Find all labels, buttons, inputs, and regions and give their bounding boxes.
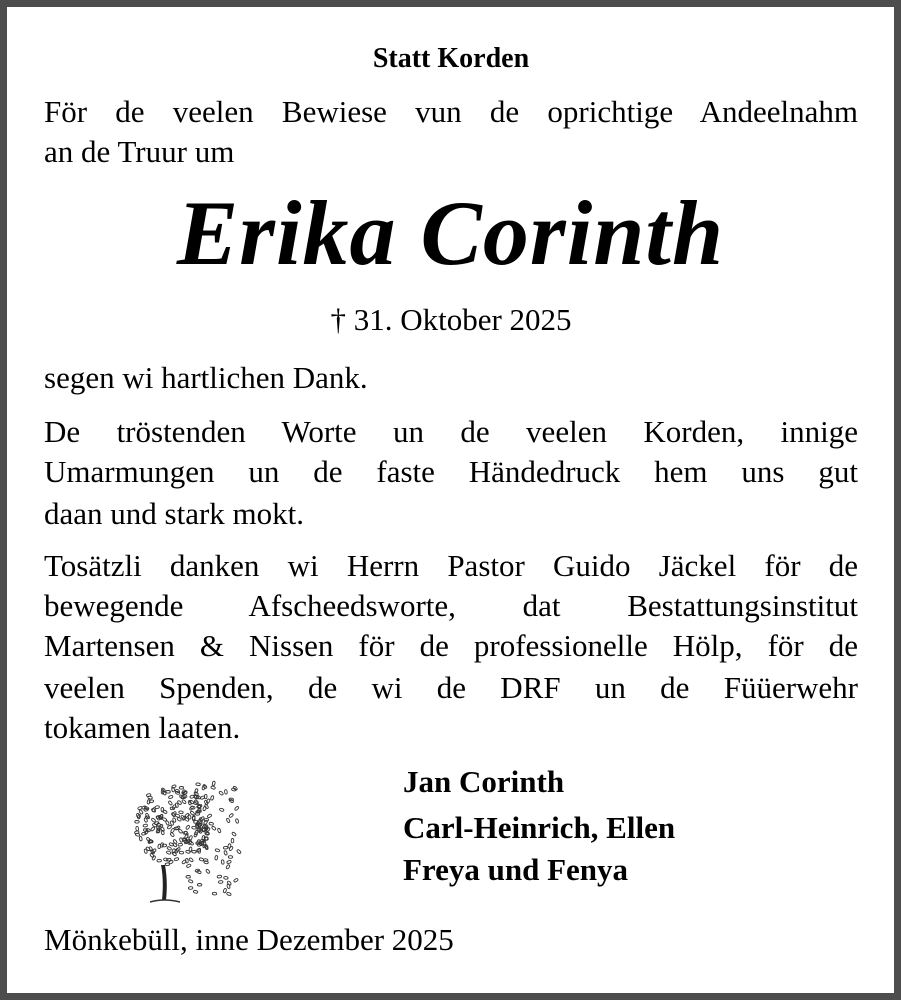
- leaf: [136, 826, 139, 831]
- leaf: [234, 806, 239, 811]
- leaf: [212, 892, 217, 895]
- leaf: [193, 890, 198, 894]
- leaf: [215, 848, 220, 852]
- intro-line: an de Truur um: [44, 134, 235, 169]
- leaf: [217, 875, 222, 878]
- paragraph1-line: Umarmungen un de faste Händedruck hem uns gut: [44, 454, 858, 489]
- leaf: [139, 836, 142, 841]
- intro-line: För de veelen Bewiese vun de oprichtige Andeelnahm: [44, 94, 858, 129]
- death-date: † 31. Oktober 2025: [330, 302, 572, 337]
- paragraph2-line: Tosätzli danken wi Herrn Pastor Guido Jäckel för de: [44, 548, 858, 583]
- leaf: [217, 828, 221, 833]
- header-title: Statt Korden: [372, 43, 530, 74]
- leaf: [141, 832, 146, 836]
- leaf: [219, 808, 224, 812]
- leaf: [186, 864, 191, 868]
- leaf: [185, 858, 188, 863]
- leaf: [178, 829, 183, 834]
- leaf: [178, 843, 183, 846]
- leaf: [235, 819, 239, 824]
- leaf: [175, 814, 180, 818]
- leaf: [186, 875, 190, 878]
- leaf: [168, 800, 173, 805]
- leaf: [179, 851, 184, 854]
- leaf: [182, 799, 187, 804]
- leaf: [189, 857, 194, 862]
- paragraph2-line: tokamen laaten.: [44, 710, 241, 745]
- signature-name: Freya und Fenya: [403, 852, 629, 887]
- leaf: [227, 884, 231, 889]
- leaf: [170, 828, 175, 833]
- leaf: [231, 832, 236, 837]
- leaf: [207, 814, 212, 819]
- tree-icon: [128, 770, 244, 905]
- paragraph2-line: veelen Spenden, de wi de DRF un de Füüerwehr: [44, 670, 858, 705]
- leaf: [228, 856, 232, 859]
- leaf: [226, 860, 231, 864]
- leaf: [233, 878, 238, 883]
- leaf: [189, 847, 192, 852]
- leaf: [155, 806, 160, 809]
- leaf: [179, 811, 184, 814]
- footer-place-date: Mönkebüll, inne Dezember 2025: [44, 922, 454, 957]
- leaf: [211, 826, 216, 831]
- paragraph2-line: Martensen & Nissen för de professionelle Hölp, för de: [44, 628, 858, 663]
- thanks-line: segen wi hartlichen Dank.: [44, 360, 368, 395]
- deceased-name: Erika Corinth: [176, 182, 725, 284]
- leaf: [224, 876, 229, 879]
- leaf: [219, 791, 224, 796]
- paragraph2-line: bewegende Afscheedsworte, dat Bestattungsinstitut: [44, 588, 858, 623]
- leaf: [231, 838, 234, 843]
- leaf: [229, 846, 234, 851]
- leaf: [188, 887, 193, 890]
- leaf: [145, 813, 149, 818]
- leaf: [174, 857, 179, 861]
- leaf: [218, 880, 223, 883]
- leaf: [224, 850, 228, 855]
- leaf: [185, 837, 189, 842]
- paragraph1-line: De tröstenden Worte un de veelen Korden, innige: [44, 414, 858, 449]
- leaf: [166, 851, 171, 855]
- leaf: [135, 833, 140, 837]
- leaf: [179, 786, 183, 789]
- leaf: [143, 824, 148, 827]
- leaf: [150, 827, 155, 832]
- signature-name: Jan Corinth: [403, 764, 565, 799]
- leaf: [197, 884, 201, 887]
- leaf: [226, 864, 231, 869]
- leaf: [135, 820, 139, 823]
- leaf: [188, 879, 193, 883]
- paragraph1-line: daan und stark mokt.: [44, 496, 305, 531]
- leaf: [205, 869, 210, 874]
- leaf: [236, 849, 241, 854]
- leaf: [224, 790, 227, 795]
- leaf: [185, 813, 190, 818]
- leaf: [223, 846, 228, 849]
- leaf: [190, 811, 195, 816]
- leaf: [192, 850, 197, 853]
- leaf: [215, 855, 218, 860]
- leaf: [167, 825, 172, 830]
- leaf: [209, 822, 214, 826]
- leaf: [192, 815, 195, 820]
- signature-name: Carl-Heinrich, Ellen: [403, 810, 676, 845]
- leaf: [157, 859, 161, 862]
- leaf: [223, 888, 227, 893]
- leaf: [171, 784, 176, 788]
- leaf: [168, 795, 173, 799]
- leaf: [226, 892, 231, 896]
- leaf: [211, 786, 216, 790]
- leaf: [226, 818, 230, 823]
- leaf: [137, 806, 142, 810]
- leaf: [185, 825, 190, 830]
- leaf: [221, 860, 224, 865]
- leaf: [210, 795, 214, 800]
- leaf: [212, 781, 215, 786]
- leaf: [167, 846, 172, 850]
- leaf: [229, 813, 234, 818]
- leaf: [166, 790, 170, 793]
- leaf: [139, 809, 144, 814]
- leaf: [196, 783, 201, 786]
- leaf: [204, 844, 208, 849]
